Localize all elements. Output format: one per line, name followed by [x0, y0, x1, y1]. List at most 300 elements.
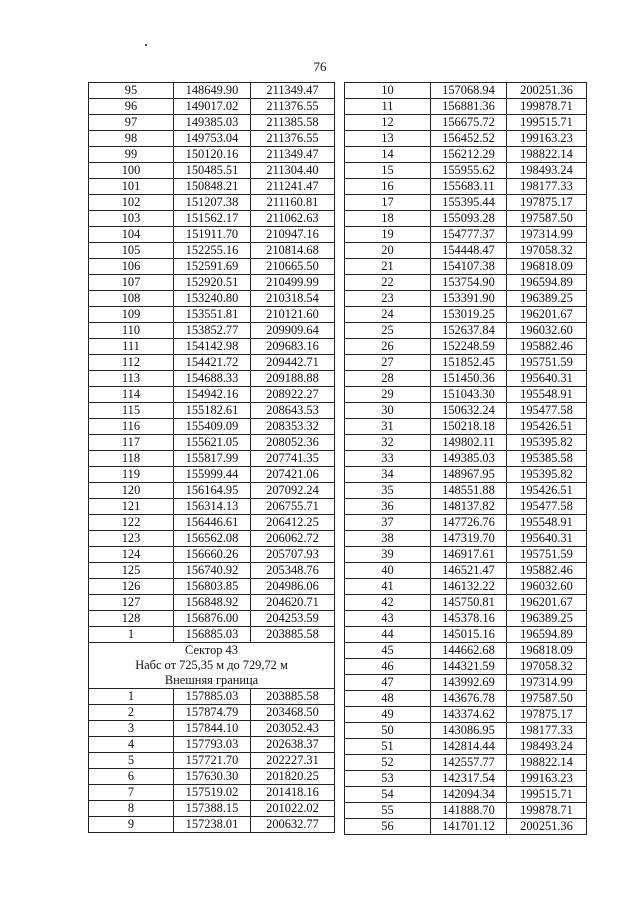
point-number: 19 — [345, 227, 431, 243]
table-row — [89, 355, 335, 371]
coord-y: 202227.31 — [251, 753, 335, 769]
table-row — [345, 291, 587, 307]
table-row — [89, 563, 335, 579]
table-row — [89, 547, 335, 563]
table-row — [345, 707, 587, 723]
point-number: 7 — [89, 785, 174, 801]
table-row — [345, 595, 587, 611]
coord-y: 211160.81 — [251, 195, 335, 211]
point-number: 104 — [89, 227, 174, 243]
coord-x: 145750.81 — [431, 595, 507, 611]
table-row — [89, 721, 335, 737]
table-row — [89, 785, 335, 801]
coord-y: 200251.36 — [507, 819, 587, 835]
coord-x: 155395.44 — [431, 195, 507, 211]
coord-y: 197314.99 — [507, 227, 587, 243]
coord-x: 143676.78 — [431, 691, 507, 707]
coord-y: 199515.71 — [507, 787, 587, 803]
coord-x: 150848.21 — [174, 179, 251, 195]
table-row — [89, 753, 335, 769]
point-number: 36 — [345, 499, 431, 515]
point-number: 106 — [89, 259, 174, 275]
point-number: 95 — [89, 83, 174, 99]
coord-x: 156675.72 — [431, 115, 507, 131]
coord-y: 211062.63 — [251, 211, 335, 227]
point-number: 105 — [89, 243, 174, 259]
table-row — [89, 801, 335, 817]
point-number: 43 — [345, 611, 431, 627]
coord-x: 153754.90 — [431, 275, 507, 291]
coord-x: 150632.24 — [431, 403, 507, 419]
coord-y: 196818.09 — [507, 259, 587, 275]
coord-x: 141701.12 — [431, 819, 507, 835]
coord-y: 209442.71 — [251, 355, 335, 371]
point-number: 9 — [89, 817, 174, 833]
coord-x: 154448.47 — [431, 243, 507, 259]
coord-y: 201418.16 — [251, 785, 335, 801]
point-number: 1 — [89, 627, 174, 643]
coord-x: 156876.00 — [174, 611, 251, 627]
coord-y: 196389.25 — [507, 611, 587, 627]
table-row — [345, 371, 587, 387]
point-number: 110 — [89, 323, 174, 339]
coord-x: 156660.26 — [174, 547, 251, 563]
coord-y: 197875.17 — [507, 707, 587, 723]
table-row — [345, 179, 587, 195]
point-number: 117 — [89, 435, 174, 451]
coord-y: 195751.59 — [507, 547, 587, 563]
point-number: 8 — [89, 801, 174, 817]
sector-height-row — [89, 658, 335, 673]
point-number: 114 — [89, 387, 174, 403]
coord-y: 206412.25 — [251, 515, 335, 531]
coord-y: 195882.46 — [507, 563, 587, 579]
table-row — [89, 115, 335, 131]
table-row — [89, 769, 335, 785]
coord-x: 155817.99 — [174, 451, 251, 467]
table-row — [345, 563, 587, 579]
point-number: 14 — [345, 147, 431, 163]
point-number: 1 — [89, 689, 174, 705]
sector-title: Сектор 43 — [89, 643, 335, 659]
table-row — [345, 515, 587, 531]
coord-y: 210318.54 — [251, 291, 335, 307]
table-row — [89, 403, 335, 419]
coord-x: 151911.70 — [174, 227, 251, 243]
point-number: 26 — [345, 339, 431, 355]
coord-y: 198493.24 — [507, 163, 587, 179]
coord-y: 210499.99 — [251, 275, 335, 291]
table-row — [89, 371, 335, 387]
point-number: 38 — [345, 531, 431, 547]
point-number: 98 — [89, 131, 174, 147]
coord-x: 151562.17 — [174, 211, 251, 227]
coord-y: 198177.33 — [507, 179, 587, 195]
coord-x: 156740.92 — [174, 563, 251, 579]
point-number: 22 — [345, 275, 431, 291]
point-number: 18 — [345, 211, 431, 227]
table-row — [89, 227, 335, 243]
point-number: 44 — [345, 627, 431, 643]
point-number: 96 — [89, 99, 174, 115]
coord-y: 197587.50 — [507, 211, 587, 227]
coord-y: 210814.68 — [251, 243, 335, 259]
table-row — [89, 99, 335, 115]
coord-y: 197587.50 — [507, 691, 587, 707]
table-row — [345, 547, 587, 563]
point-number: 118 — [89, 451, 174, 467]
table-row — [345, 275, 587, 291]
coord-y: 195882.46 — [507, 339, 587, 355]
coord-y: 196201.67 — [507, 307, 587, 323]
table-row — [345, 355, 587, 371]
coord-y: 198177.33 — [507, 723, 587, 739]
table-row — [345, 499, 587, 515]
coord-x: 157238.01 — [174, 817, 251, 833]
table-row — [345, 627, 587, 643]
coord-y: 203885.58 — [251, 689, 335, 705]
table-row — [345, 659, 587, 675]
point-number: 120 — [89, 483, 174, 499]
coord-y: 195751.59 — [507, 355, 587, 371]
coord-y: 195426.51 — [507, 483, 587, 499]
table-row — [89, 131, 335, 147]
coord-y: 208643.53 — [251, 403, 335, 419]
coord-x: 155409.09 — [174, 419, 251, 435]
coord-x: 157844.10 — [174, 721, 251, 737]
point-number: 99 — [89, 147, 174, 163]
boundary-label-row — [89, 673, 335, 689]
coord-x: 156562.08 — [174, 531, 251, 547]
table-row — [89, 195, 335, 211]
coord-y: 211376.55 — [251, 99, 335, 115]
coord-y: 211385.58 — [251, 115, 335, 131]
point-number: 21 — [345, 259, 431, 275]
table-row — [345, 531, 587, 547]
point-number: 46 — [345, 659, 431, 675]
point-number: 54 — [345, 787, 431, 803]
table-row — [345, 339, 587, 355]
point-number: 30 — [345, 403, 431, 419]
table-row — [89, 435, 335, 451]
coord-x: 151043.30 — [431, 387, 507, 403]
coord-x: 147319.70 — [431, 531, 507, 547]
point-number: 112 — [89, 355, 174, 371]
table-row — [89, 499, 335, 515]
coord-y: 203468.50 — [251, 705, 335, 721]
point-number: 23 — [345, 291, 431, 307]
point-number: 108 — [89, 291, 174, 307]
coord-x: 149385.03 — [431, 451, 507, 467]
coord-x: 153240.80 — [174, 291, 251, 307]
point-number: 53 — [345, 771, 431, 787]
coord-y: 210665.50 — [251, 259, 335, 275]
coord-x: 154688.33 — [174, 371, 251, 387]
coord-y: 203052.43 — [251, 721, 335, 737]
coord-x: 151450.36 — [431, 371, 507, 387]
coord-x: 152248.59 — [431, 339, 507, 355]
coord-y: 211349.47 — [251, 147, 335, 163]
coord-y: 207421.06 — [251, 467, 335, 483]
point-number: 39 — [345, 547, 431, 563]
coord-x: 149753.04 — [174, 131, 251, 147]
page-number: 76 — [313, 59, 327, 74]
coord-x: 149385.03 — [174, 115, 251, 131]
coord-y: 207092.24 — [251, 483, 335, 499]
coord-y: 195477.58 — [507, 499, 587, 515]
coord-x: 157068.94 — [431, 83, 507, 99]
table-row — [89, 451, 335, 467]
coord-y: 195477.58 — [507, 403, 587, 419]
table-row — [345, 611, 587, 627]
coord-x: 154777.37 — [431, 227, 507, 243]
coord-y: 206062.72 — [251, 531, 335, 547]
point-number: 103 — [89, 211, 174, 227]
coord-x: 155093.28 — [431, 211, 507, 227]
coord-x: 153019.25 — [431, 307, 507, 323]
table-row — [89, 515, 335, 531]
table-row — [89, 339, 335, 355]
coord-y: 202638.37 — [251, 737, 335, 753]
point-number: 56 — [345, 819, 431, 835]
coord-x: 151852.45 — [431, 355, 507, 371]
coord-x: 148137.82 — [431, 499, 507, 515]
coord-x: 150485.51 — [174, 163, 251, 179]
table-row — [345, 451, 587, 467]
coord-x: 155621.05 — [174, 435, 251, 451]
coord-y: 211241.47 — [251, 179, 335, 195]
coord-x: 142317.54 — [431, 771, 507, 787]
coord-y: 196032.60 — [507, 579, 587, 595]
coord-x: 142557.77 — [431, 755, 507, 771]
point-number: 128 — [89, 611, 174, 627]
point-number: 35 — [345, 483, 431, 499]
table-row — [89, 595, 335, 611]
coord-x: 145015.16 — [431, 627, 507, 643]
coord-x: 148551.88 — [431, 483, 507, 499]
boundary-label: Внешняя граница — [89, 673, 335, 689]
coord-x: 157519.02 — [174, 785, 251, 801]
coord-x: 143374.62 — [431, 707, 507, 723]
table-row — [89, 243, 335, 259]
point-number: 33 — [345, 451, 431, 467]
table-row — [345, 643, 587, 659]
coord-x: 156885.03 — [174, 627, 251, 643]
point-number: 49 — [345, 707, 431, 723]
coord-x: 152920.51 — [174, 275, 251, 291]
table-row — [89, 579, 335, 595]
coord-y: 198493.24 — [507, 739, 587, 755]
coord-y: 208353.32 — [251, 419, 335, 435]
table-row — [345, 803, 587, 819]
coord-y: 200251.36 — [507, 83, 587, 99]
coord-y: 195640.31 — [507, 371, 587, 387]
point-number: 12 — [345, 115, 431, 131]
coord-x: 156212.29 — [431, 147, 507, 163]
coord-y: 205707.93 — [251, 547, 335, 563]
coord-x: 144321.59 — [431, 659, 507, 675]
coord-y: 211349.47 — [251, 83, 335, 99]
table-row — [345, 787, 587, 803]
coord-y: 207741.35 — [251, 451, 335, 467]
table-row — [345, 403, 587, 419]
table-row — [89, 211, 335, 227]
coord-y: 201820.25 — [251, 769, 335, 785]
coord-y: 197875.17 — [507, 195, 587, 211]
coord-x: 143086.95 — [431, 723, 507, 739]
table-row — [89, 531, 335, 547]
table-row — [345, 243, 587, 259]
coordinates-table-left — [88, 82, 335, 833]
table-row — [345, 227, 587, 243]
coord-x: 145378.16 — [431, 611, 507, 627]
point-number: 107 — [89, 275, 174, 291]
point-number: 97 — [89, 115, 174, 131]
table-row — [345, 387, 587, 403]
coord-y: 196818.09 — [507, 643, 587, 659]
coord-y: 199878.71 — [507, 803, 587, 819]
sector-height-range: Набс от 725,35 м до 729,72 м — [89, 658, 335, 673]
coord-x: 155182.61 — [174, 403, 251, 419]
coord-y: 205348.76 — [251, 563, 335, 579]
coord-y: 204620.71 — [251, 595, 335, 611]
point-number: 100 — [89, 163, 174, 179]
point-number: 27 — [345, 355, 431, 371]
point-number: 11 — [345, 99, 431, 115]
coordinates-table-right — [344, 82, 587, 835]
point-number: 48 — [345, 691, 431, 707]
coord-x: 147726.76 — [431, 515, 507, 531]
point-number: 102 — [89, 195, 174, 211]
point-number: 32 — [345, 435, 431, 451]
table-row — [345, 323, 587, 339]
coord-y: 196594.89 — [507, 627, 587, 643]
point-number: 42 — [345, 595, 431, 611]
table-row — [345, 819, 587, 835]
point-number: 119 — [89, 467, 174, 483]
coord-x: 146917.61 — [431, 547, 507, 563]
table-row — [89, 323, 335, 339]
coord-y: 197058.32 — [507, 243, 587, 259]
point-number: 10 — [345, 83, 431, 99]
table-row — [89, 611, 335, 627]
point-number: 2 — [89, 705, 174, 721]
coord-x: 144662.68 — [431, 643, 507, 659]
table-row — [345, 675, 587, 691]
point-number: 34 — [345, 467, 431, 483]
point-number: 52 — [345, 755, 431, 771]
point-number: 16 — [345, 179, 431, 195]
point-number: 15 — [345, 163, 431, 179]
coord-y: 197058.32 — [507, 659, 587, 675]
point-number: 5 — [89, 753, 174, 769]
table-row — [345, 307, 587, 323]
coord-x: 157721.70 — [174, 753, 251, 769]
table-row — [345, 755, 587, 771]
point-number: 24 — [345, 307, 431, 323]
coord-x: 146132.22 — [431, 579, 507, 595]
coord-y: 204986.06 — [251, 579, 335, 595]
coord-y: 196594.89 — [507, 275, 587, 291]
coord-y: 195395.82 — [507, 467, 587, 483]
table-row — [89, 627, 335, 643]
coord-y: 199878.71 — [507, 99, 587, 115]
coord-x: 156446.61 — [174, 515, 251, 531]
point-number: 101 — [89, 179, 174, 195]
coord-x: 157793.03 — [174, 737, 251, 753]
table-row — [89, 275, 335, 291]
point-number: 4 — [89, 737, 174, 753]
coord-y: 210947.16 — [251, 227, 335, 243]
point-number: 127 — [89, 595, 174, 611]
coord-x: 156452.52 — [431, 131, 507, 147]
coord-y: 210121.60 — [251, 307, 335, 323]
sector-title-row — [89, 643, 335, 659]
coord-y: 199163.23 — [507, 771, 587, 787]
coord-y: 195548.91 — [507, 387, 587, 403]
point-number: 25 — [345, 323, 431, 339]
coord-x: 150120.16 — [174, 147, 251, 163]
coord-y: 208052.36 — [251, 435, 335, 451]
point-number: 122 — [89, 515, 174, 531]
coord-y: 196201.67 — [507, 595, 587, 611]
coord-x: 155955.62 — [431, 163, 507, 179]
coord-x: 154107.38 — [431, 259, 507, 275]
coord-x: 157885.03 — [174, 689, 251, 705]
coord-y: 211376.55 — [251, 131, 335, 147]
table-row — [345, 771, 587, 787]
point-number: 109 — [89, 307, 174, 323]
table-row — [345, 691, 587, 707]
coord-x: 153551.81 — [174, 307, 251, 323]
table-row — [345, 211, 587, 227]
point-number: 29 — [345, 387, 431, 403]
table-row — [89, 291, 335, 307]
table-row — [89, 483, 335, 499]
coord-x: 149017.02 — [174, 99, 251, 115]
table-row — [345, 163, 587, 179]
table-row — [89, 705, 335, 721]
table-row — [345, 579, 587, 595]
table-row — [345, 467, 587, 483]
coord-x: 153391.90 — [431, 291, 507, 307]
point-number: 124 — [89, 547, 174, 563]
point-number: 55 — [345, 803, 431, 819]
point-number: 121 — [89, 499, 174, 515]
coord-y: 209683.16 — [251, 339, 335, 355]
coord-y: 204253.59 — [251, 611, 335, 627]
coord-x: 151207.38 — [174, 195, 251, 211]
table-row — [345, 147, 587, 163]
coord-x: 157630.30 — [174, 769, 251, 785]
coord-x: 149802.11 — [431, 435, 507, 451]
table-row — [89, 467, 335, 483]
table-row — [345, 723, 587, 739]
coord-y: 206755.71 — [251, 499, 335, 515]
coord-y: 196032.60 — [507, 323, 587, 339]
table-row — [89, 817, 335, 833]
coord-x: 152591.69 — [174, 259, 251, 275]
table-row — [345, 195, 587, 211]
coord-x: 154142.98 — [174, 339, 251, 355]
point-number: 13 — [345, 131, 431, 147]
coord-x: 156881.36 — [431, 99, 507, 115]
coord-x: 142814.44 — [431, 739, 507, 755]
point-number: 20 — [345, 243, 431, 259]
coord-x: 141888.70 — [431, 803, 507, 819]
coord-y: 195548.91 — [507, 515, 587, 531]
coord-y: 203885.58 — [251, 627, 335, 643]
